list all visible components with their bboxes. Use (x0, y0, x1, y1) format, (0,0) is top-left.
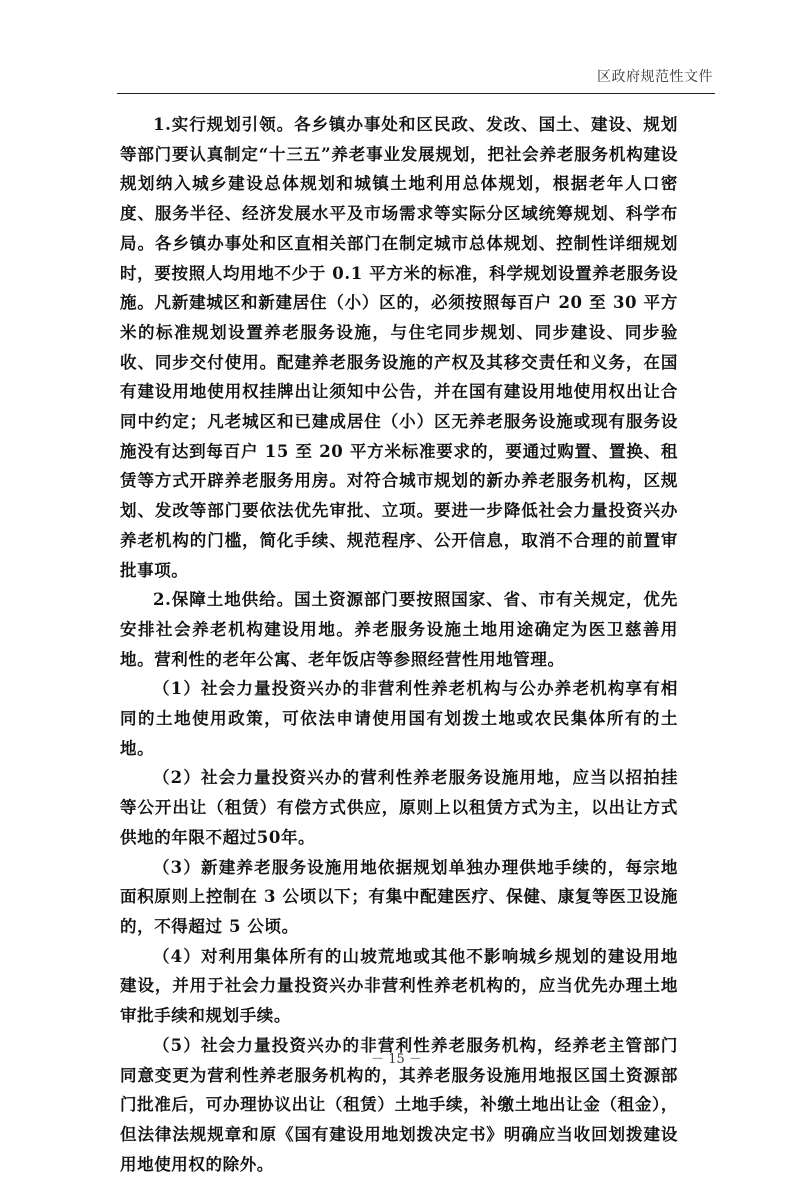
paragraph-land-supply: 2.保障土地供给。国土资源部门要按照国家、省、市有关规定，优先安排社会养老机构建设用地。养老服务设施土地用途确定为医卫慈善用地。营利性的老年公寓、老年饭店等参照经营性用地管理。 (120, 590, 678, 669)
paragraph-item-3: （3）新建养老服务设施用地依据规划单独办理供地手续的，每宗地面积原则上控制在 3 公顷以下；有集中配建医疗、保健、康复等医卫设施的，不得超过 5 公顷。 (120, 857, 678, 936)
paragraph-item-5: （5）社会力量投资兴办的非营利性养老服务机构，经养老主管部门同意变更为营利性养老服务机构的，其养老服务设施用地报区国土资源部门批准后，可办理协议出让（租赁）土地手续，补缴土地出让金（租金），但法律法规规章和原《国有建设用地划拨决定书》明确应当收回划拨建设用地使用权的除外。 (120, 1035, 678, 1174)
body-text (120, 110, 678, 1179)
paragraph-item-1: （1）社会力量投资兴办的非营利性养老机构与公办养老机构享有相同的土地使用政策，可依法申请使用国有划拨土地或农民集体所有的土地。 (120, 679, 678, 758)
paragraph-item-2: （2）社会力量投资兴办的营利性养老服务设施用地，应当以招拍挂等公开出让（租赁）有偿方式供应，原则上以租赁方式为主，以出让方式供地的年限不超过50年。 (120, 768, 678, 847)
paragraph-planning-guidance: 1.实行规划引领。各乡镇办事处和区民政、发改、国土、建设、规划等部门要认真制定“十三五”养老事业发展规划，把社会养老服务机构建设规划纳入城乡建设总体规划和城镇土地利用总体规划，根据老年人口密度、服务半径、经济发展水平及市场需求等实际分区域统筹规划、科学布局。各乡镇办事处和区直相关部门在制定城市总体规划、控制性详细规划时，要按照人均用地不少于 0.1 平方米的标准，科学规划设置养老服务设施。凡新建城区和新建居住（小）区的，必须按照每百户 20 至 30 平方米的标准规划设置养老服务设施，与住宅同步规划、同步建设、同步验收、同步交付使用。配建养老服务设施的产权及其移交责任和义务，在国有建设用地使用权挂牌出让须知中公告，并在国有建设用地使用权出让合同中约定；凡老城区和已建成居住（小）区无养老服务设施或现有服务设施没有达到每百户 15 至 20 平方米标准要求的，要通过购置、置换、租赁等方式开辟养老服务用房。对符合城市规划的新办养老服务机构，区规划、发改等部门要依法优先审批、立项。要进一步降低社会力量投资兴办养老机构的门槛，简化手续、规范程序、公开信息，取消不合理的前置审批事项。 (120, 115, 679, 580)
page-header-title: 区政府规范性文件 (597, 69, 713, 85)
page-number: － 15 － (371, 1052, 422, 1067)
header-divider (117, 93, 715, 94)
paragraph-item-4: （4）对利用集体所有的山坡荒地或其他不影响城乡规划的建设用地建设，并用于社会力量投资兴办非营利性养老机构的，应当优先办理土地审批手续和规划手续。 (120, 946, 678, 1026)
